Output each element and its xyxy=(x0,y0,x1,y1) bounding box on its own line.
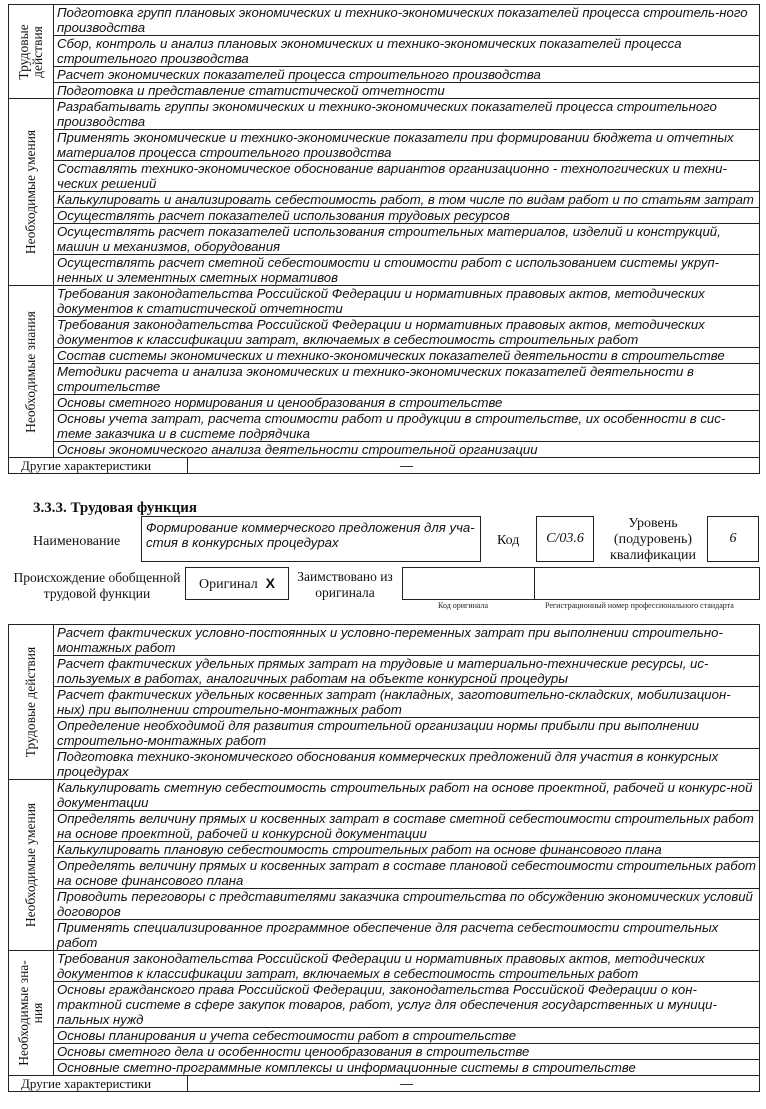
table-cell: Осуществлять расчет показателей использования строительных материалов, изделий и конструкций, машин и механизмов, оборудования xyxy=(54,224,760,255)
table-cell: Калькулировать сметную себестоимость строительных работ на основе проектной, рабочей и конкурс-ной документации xyxy=(54,780,760,811)
code-value-box xyxy=(536,516,594,562)
table-row xyxy=(9,192,760,208)
table-cell: Расчет экономических показателей процесса строительного производства xyxy=(54,67,760,83)
table-row xyxy=(9,442,760,458)
table-row xyxy=(9,224,760,255)
table-row xyxy=(9,364,760,395)
group-label-cell xyxy=(9,5,54,99)
group-label xyxy=(24,803,38,927)
other-characteristics-value: — xyxy=(54,458,760,474)
other-characteristics-row xyxy=(9,1076,760,1092)
table-cell: Применять экономические и технико-экономические показатели при формировании бюджета и отчетных материалов процесса строительного производства xyxy=(54,130,760,161)
table-cell: Калькулировать плановую себестоимость строительных работ на основе финансового плана xyxy=(54,842,760,858)
group-label xyxy=(24,130,38,254)
table-row xyxy=(9,1060,760,1076)
table-cell: Разрабатывать группы экономических и технико-экономических показателей процесса строительного производства xyxy=(54,99,760,130)
other-characteristics-label xyxy=(9,1076,152,1092)
table-cell: Определять величину прямых и косвенных затрат в составе плановой себестоимости строительных работ на основе финансового плана xyxy=(54,858,760,889)
group-label xyxy=(17,960,45,1066)
group-label-line: Необходимые зна- xyxy=(16,960,31,1066)
table-row xyxy=(9,951,760,982)
group-label xyxy=(24,311,38,433)
table-cell: Основные сметно-программные комплексы и информационные системы в строительстве xyxy=(54,1060,760,1076)
group-label-cell xyxy=(9,625,54,780)
origin-label: Происхождение обобщенной трудовой функции xyxy=(13,570,181,601)
other-characteristics-row xyxy=(9,458,760,474)
group-label-line: Трудовые действия xyxy=(23,646,38,758)
group-label xyxy=(24,647,38,757)
table-row xyxy=(9,411,760,442)
level-value-box xyxy=(707,516,759,562)
table-cell: Проводить переговоры с представителями заказчика строительства по обсуждению экономических условий договоров xyxy=(54,889,760,920)
name-value: Формирование коммерческого предложения для уча-стия в конкурсных процедурах xyxy=(146,520,475,550)
table-row xyxy=(9,67,760,83)
group-label xyxy=(17,24,45,79)
name-value-box xyxy=(141,516,481,562)
table-cell: Определение необходимой для развития строительной организации нормы прибыли при выполнении строительно-монтажных работ xyxy=(54,718,760,749)
level-value: 6 xyxy=(729,531,737,546)
table-cell: Составлять технико-экономическое обоснование вариантов организационно - технологических и техни-ческих решений xyxy=(54,161,760,192)
table-row xyxy=(9,83,760,99)
table-row xyxy=(9,255,760,286)
group-label-line: Необходимые умения xyxy=(23,802,38,928)
table-row xyxy=(9,687,760,718)
group-label-line: ния xyxy=(30,1002,45,1024)
table-row xyxy=(9,625,760,656)
table-row xyxy=(9,920,760,951)
table-row xyxy=(9,982,760,1028)
table-row xyxy=(9,811,760,842)
table-row xyxy=(9,286,760,317)
registration-number-box xyxy=(534,567,760,600)
other-characteristics-label xyxy=(9,458,152,474)
table-row xyxy=(9,749,760,780)
table-row xyxy=(9,718,760,749)
table-cell: Основы гражданского права Российской Федерации, законодательства Российской Федерации о кон-трактной системе в сфере закупок товаров, работ, услуг для обеспечения государственных и муници-пальных нужд xyxy=(54,982,760,1028)
original-label: Оригинал xyxy=(199,577,258,592)
borrowed-label: Заимствовано из оригинала xyxy=(297,569,393,600)
table-cell: Калькулировать и анализировать себестоимость работ, в том числе по видам работ и по статьям затрат xyxy=(54,192,760,208)
group-label-line: Трудовые xyxy=(16,23,31,80)
other-characteristics-text: Другие характеристики xyxy=(21,1076,188,1091)
group-label-cell xyxy=(9,99,54,286)
table-cell: Методики расчета и анализа экономических и технико-экономических показателей деятельности в строительстве xyxy=(54,364,760,395)
table-cell: Требования законодательства Российской Федерации и нормативных правовых актов, методических документов к классификации затрат, включаемых в себестоимость строительных работ xyxy=(54,951,760,982)
table-cell: Основы учета затрат, расчета стоимости работ и продукции в строительстве, их особенности в сис-теме заказчика и в системе подрядчика xyxy=(54,411,760,442)
table-cell: Требования законодательства Российской Федерации и нормативных правовых актов, методических документов к классификации затрат, включаемых в себестоимость строительных работ xyxy=(54,317,760,348)
section-heading: 3.3.3. Трудовая функция xyxy=(33,500,198,516)
table-row xyxy=(9,889,760,920)
table-cell: Применять специализированное программное обеспечение для расчета себестоимости строительных работ xyxy=(54,920,760,951)
table-cell: Состав системы экономических и технико-экономических показателей деятельности в строительстве xyxy=(54,348,760,364)
table-row xyxy=(9,5,760,36)
group-label-cell xyxy=(9,780,54,951)
table-cell: Расчет фактических удельных прямых затрат на трудовые и материально-технические ресурсы, ис-пользуемых в работах, аналогичных работам на объекте конкурсной процедуры xyxy=(54,656,760,687)
table-cell: Подготовка групп плановых экономических и технико-экономических показателей процесса строитель-ного производства xyxy=(54,5,760,36)
table-cell: Основы сметного нормирования и ценообразования в строительстве xyxy=(54,395,760,411)
table-cell: Требования законодательства Российской Федерации и нормативных правовых актов, методических документов к статистической отчетности xyxy=(54,286,760,317)
original-mark: X xyxy=(265,575,275,591)
table-row xyxy=(9,395,760,411)
table-row xyxy=(9,161,760,192)
table-cell: Определять величину прямых и косвенных затрат в составе сметной себестоимости строительных работ на основе проектной, рабочей и конкурсной документации xyxy=(54,811,760,842)
table-cell: Расчет фактических удельных косвенных затрат (накладных, заготовительно-складских, мобилизацион-ных) при выполнении строительно-монтажных работ xyxy=(54,687,760,718)
original-box xyxy=(185,567,289,600)
table-row xyxy=(9,130,760,161)
table-cell: Основы планирования и учета себестоимости работ в строительстве xyxy=(54,1028,760,1044)
table-row xyxy=(9,208,760,224)
table-cell: Сбор, контроль и анализ плановых экономических и технико-экономических показателей процесса строительного производства xyxy=(54,36,760,67)
other-characteristics-text: Другие характеристики xyxy=(21,458,188,473)
level-label: Уровень (подуровень) квалификации xyxy=(610,516,696,563)
table-cell: Расчет фактических условно-постоянных и условно-переменных затрат при выполнении строительно-монтажных работ xyxy=(54,625,760,656)
table-cell: Основы экономического анализа деятельности строительной организации xyxy=(54,442,760,458)
table-row xyxy=(9,780,760,811)
registration-number-caption: Регистрационный номер профессионального стандарта xyxy=(545,601,734,610)
original-code-caption: Код оригинала xyxy=(438,601,489,610)
name-label: Наименование xyxy=(33,534,121,549)
table-row xyxy=(9,36,760,67)
group-label-cell xyxy=(9,951,54,1076)
group-label-line: Необходимые умения xyxy=(23,129,38,255)
table-row xyxy=(9,348,760,364)
table-cell: Подготовка технико-экономического обоснования коммерческих предложений для участия в конкурсных процедурах xyxy=(54,749,760,780)
competency-table-2 xyxy=(8,624,760,1092)
table-row xyxy=(9,858,760,889)
table-row xyxy=(9,842,760,858)
table-row xyxy=(9,317,760,348)
table-cell: Осуществлять расчет показателей использования трудовых ресурсов xyxy=(54,208,760,224)
table-row xyxy=(9,1028,760,1044)
other-characteristics-value: — xyxy=(54,1076,760,1092)
group-label-line: Необходимые знания xyxy=(23,310,38,433)
table-row xyxy=(9,1044,760,1060)
table-row xyxy=(9,656,760,687)
competency-table-1 xyxy=(8,4,760,474)
code-value: C/03.6 xyxy=(546,531,584,546)
table-cell: Подготовка и представление статистической отчетности xyxy=(54,83,760,99)
table-cell: Основы сметного дела и особенности ценообразования в строительстве xyxy=(54,1044,760,1060)
group-label-line: действия xyxy=(30,25,45,78)
code-label: Код xyxy=(497,533,520,548)
table-cell: Осуществлять расчет сметной себестоимости и стоимости работ с использованием системы укруп-ненных и элементных сметных нормативов xyxy=(54,255,760,286)
original-code-box xyxy=(402,567,535,600)
table-row xyxy=(9,99,760,130)
group-label-cell xyxy=(9,286,54,458)
